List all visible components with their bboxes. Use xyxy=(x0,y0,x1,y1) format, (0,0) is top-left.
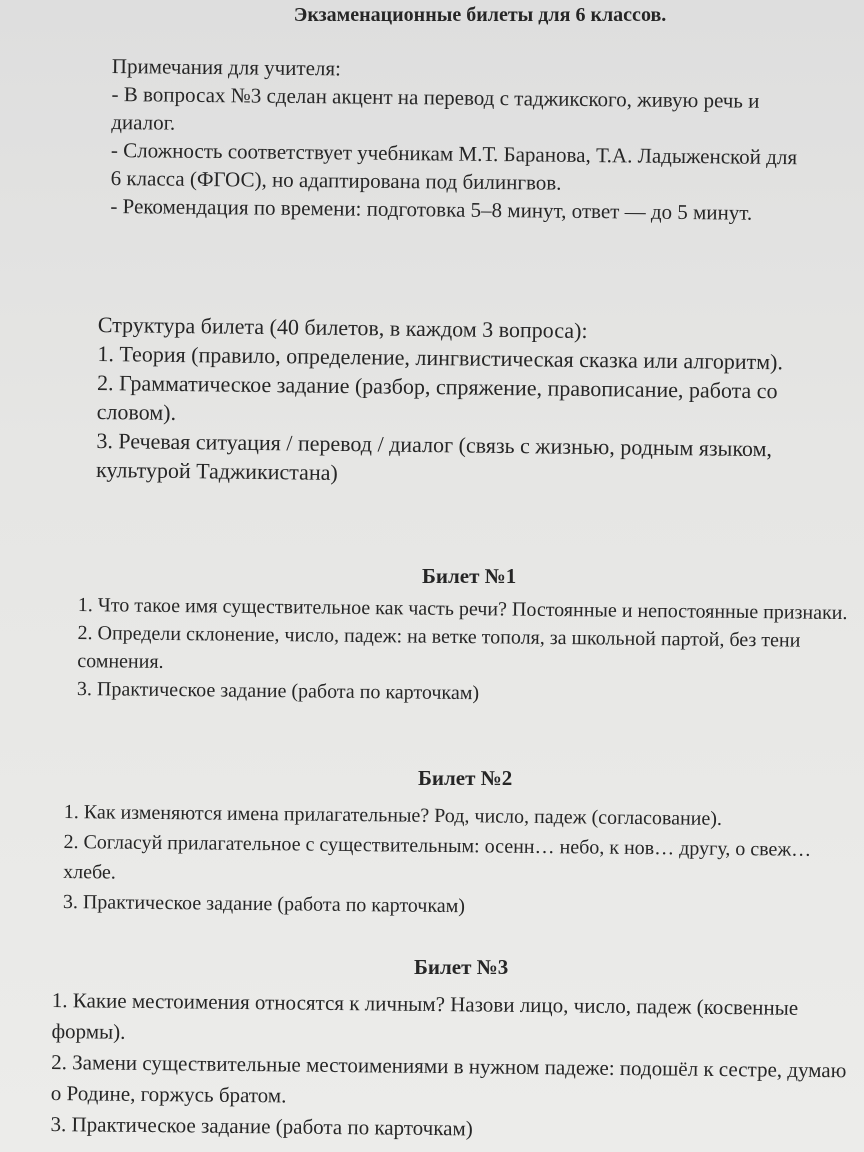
document-title: Экзаменационные билеты для 6 классов. xyxy=(293,4,667,26)
note-line: - Рекомендация по времени: подготовка 5–8 минут, ответ — до 5 минут. xyxy=(110,193,753,225)
structure-item: 3. Речевая ситуация / перевод / диалог (связь с жизнью, родным языком, культурой Таджикистана) xyxy=(95,427,773,485)
ticket-1-title: Билет №1 xyxy=(422,564,517,588)
ticket-structure xyxy=(96,310,818,493)
ticket-3-title: Билет №3 xyxy=(414,955,509,979)
ticket-question: 2. Согласуй прилагательное с существительным: осенн… небо, к нов… другу, о свеж… хлебе. xyxy=(63,830,812,884)
ticket-3-questions xyxy=(50,985,852,1148)
ticket-question: 1. Какие местоимения относятся к личным? Назови лицо, число, падеж (косвенные формы). xyxy=(51,987,799,1044)
note-line: - Сложность соответствует учебникам М.Т. Баранова, Т.А. Ладыженской для 6 класса (ФГОС), но адаптирована под билингвов. xyxy=(110,137,798,195)
ticket-2-questions xyxy=(63,797,859,925)
ticket-2-title: Билет №2 xyxy=(418,766,513,790)
ticket-1-questions xyxy=(77,591,853,711)
ticket-question: 1. Что такое имя существительное как часть речи? Постоянные и непостоянные признаки. xyxy=(77,593,848,625)
ticket-question: 2. Определи склонение, число, падеж: на ветке тополя, за школьной партой, без тени сомнения. xyxy=(77,621,801,673)
teacher-notes xyxy=(110,52,812,227)
ticket-question: 2. Замени существительные местоимениями в нужном падеже: подошёл к сестре, думаю о Родине, горжусь братом. xyxy=(50,1049,847,1108)
ticket-question: 1. Как изменяются имена прилагательные? Род, число, падеж (согласование). xyxy=(63,800,723,830)
structure-item: 1. Теория (правило, определение, лингвистическая сказка или алгоритм). xyxy=(97,340,784,375)
ticket-question: 3. Практическое задание (работа по карточкам) xyxy=(50,1111,473,1141)
notes-heading: Примечания для учителя: xyxy=(111,53,342,81)
structure-item: 2. Грамматическое задание (разбор, спряжение, правописание, работа со словом). xyxy=(96,369,778,425)
structure-heading: Структура билета (40 билетов, в каждом 3 вопроса): xyxy=(97,311,588,343)
ticket-question: 3. Практическое задание (работа по карточкам) xyxy=(76,677,480,705)
note-line: - В вопросах №3 сделан акцент на перевод с таджикского, живую речь и диалог. xyxy=(111,81,760,135)
ticket-question: 3. Практическое задание (работа по карточкам) xyxy=(62,890,466,918)
